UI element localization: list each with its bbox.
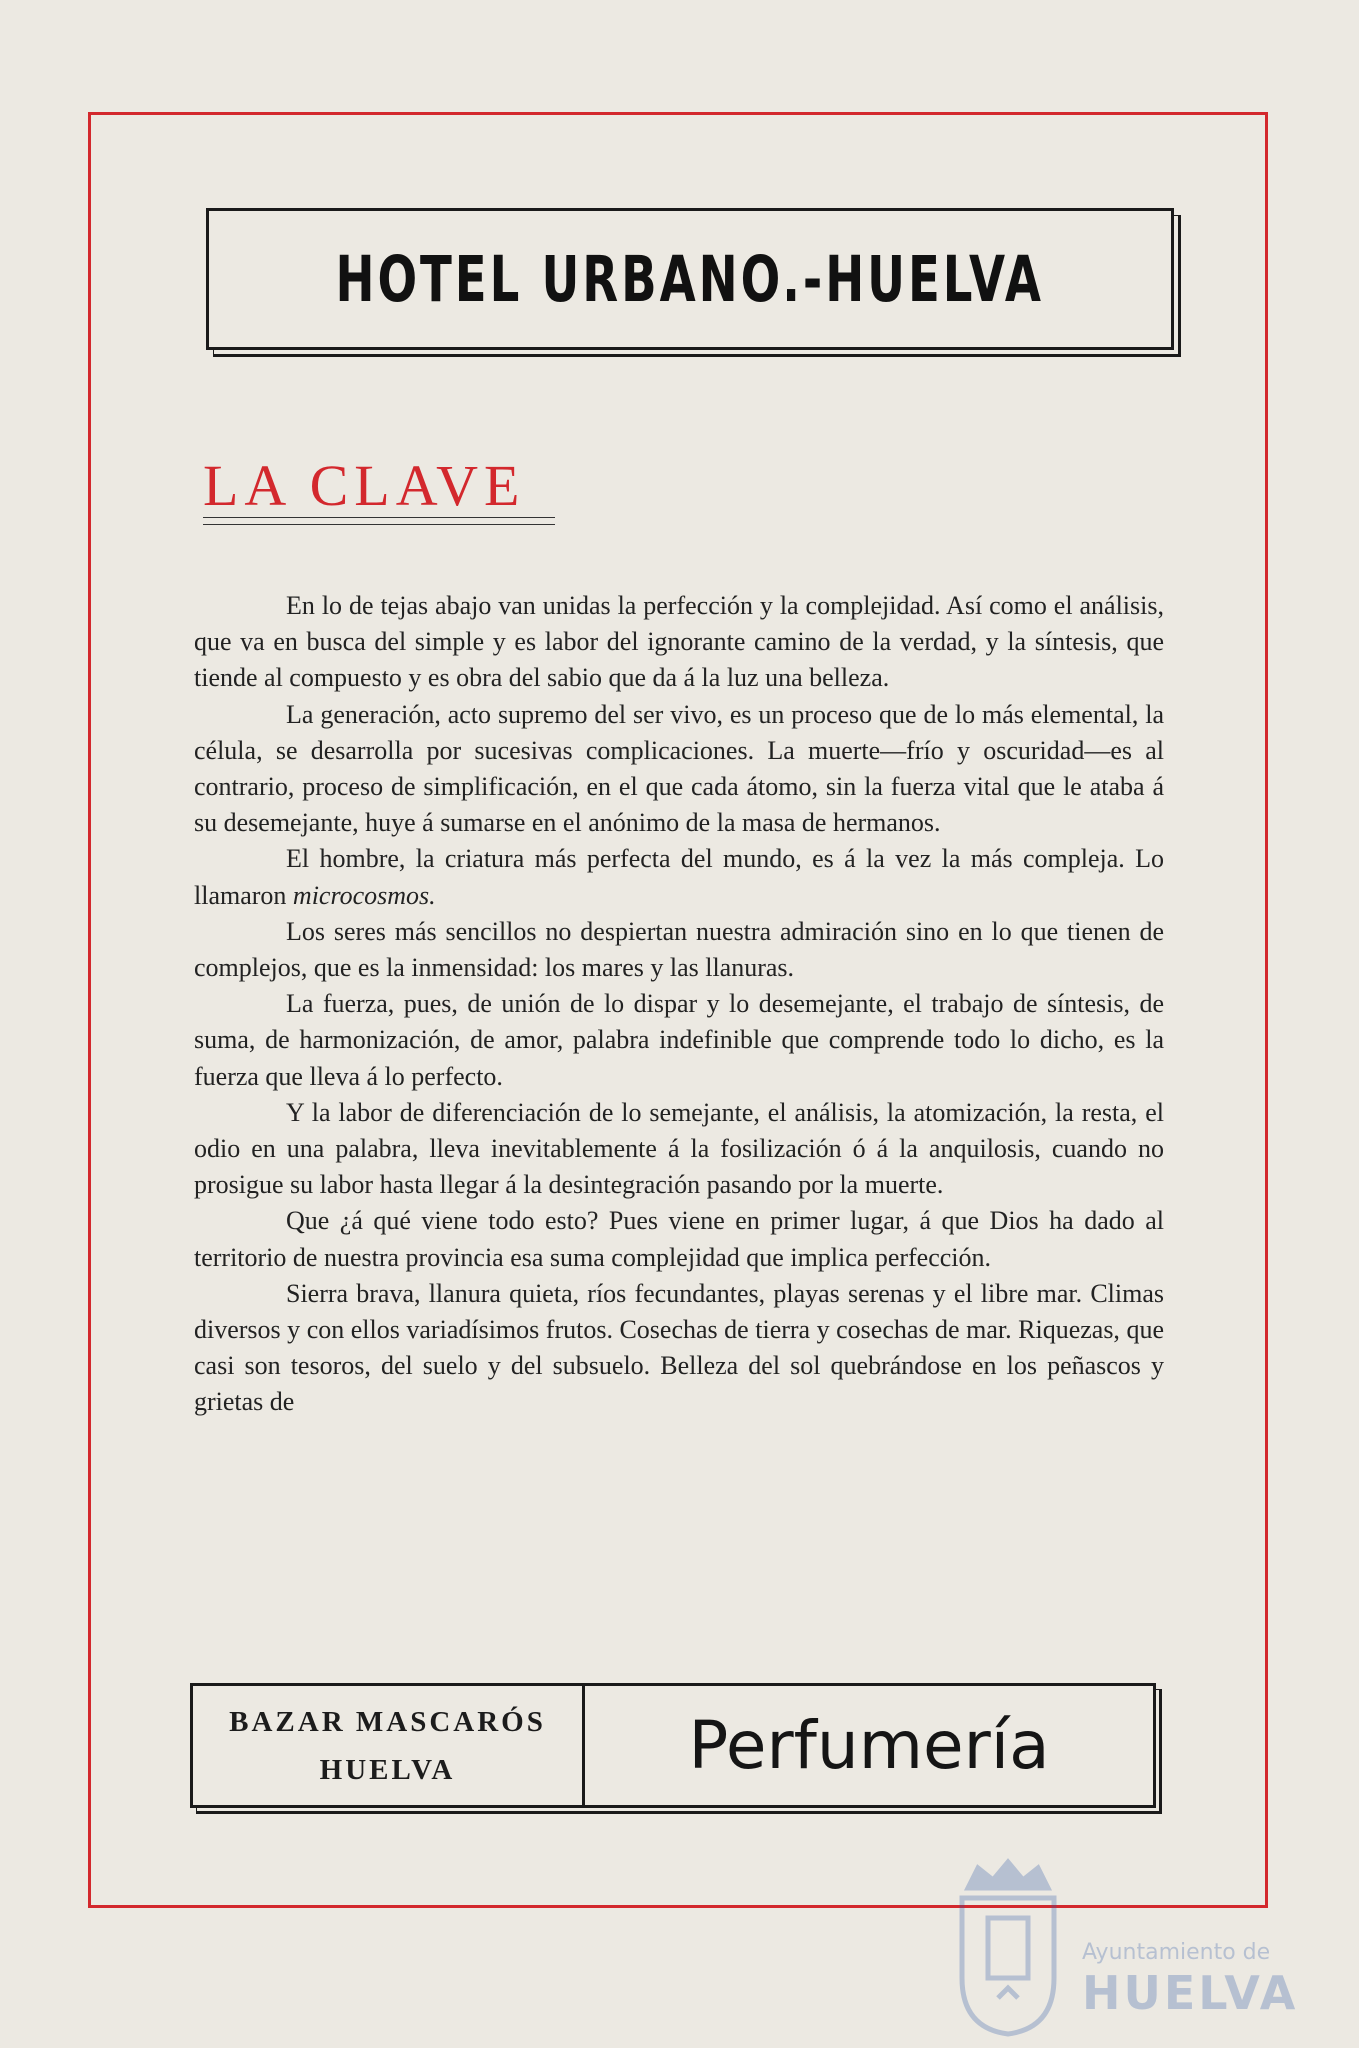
italic-term: microcosmos. <box>292 880 436 910</box>
coat-of-arms-icon <box>948 1848 1068 2038</box>
paragraph: La fuerza, pues, de unión de lo dispar y lo desemejante, el trabajo de síntesis, de suma, de harmonización, de amor, palabra indefinible que comprende todo lo dicho, es la fuerza que lleva á lo perfecto. <box>194 989 1164 1091</box>
perfumeria-text: Perfumería <box>688 1707 1050 1784</box>
article-title: LA CLAVE <box>203 453 526 518</box>
perfumeria-ad <box>585 1686 1153 1805</box>
ayuntamiento-watermark <box>948 1848 1299 2048</box>
paragraph: Que ¿á qué viene todo esto? Pues viene en primer lugar, á que Dios ha dado al territorio de nuestra provincia esa suma complejidad que implica perfección. <box>194 1206 1164 1272</box>
bazar-name: BAZAR MASCARÓS <box>229 1705 546 1738</box>
paragraph <box>194 841 1164 913</box>
paragraph: Y la labor de diferenciación de lo semejante, el análisis, la atomización, la resta, el odio en una palabra, lleva inevitablemente á la fosilización ó á la anquilosis, cuando no prosigue su labor hasta llegar á la desintegración pasando por la muerte. <box>194 1097 1164 1200</box>
paragraph-text: El hombre, la criatura más perfecta del mundo, es á la vez la más compleja. Lo llamaron <box>194 844 1164 910</box>
paragraph: En lo de tejas abajo van unidas la perfección y la complejidad. Así como el análisis, que va en busca del simple y es labor del ignorante camino de la verdad, y la síntesis, que tiende al compuesto y es obra del sabio que da á la luz una belleza. <box>194 591 1164 693</box>
title-underline <box>203 517 555 525</box>
paragraph: La generación, acto supremo del ser vivo, es un proceso que de lo más elemental, la célula, se desarrolla por sucesivas complicaciones. La muerte—frío y oscuridad—es al contrario, proceso de simplificación, en el que cada átomo, sin la fuerza vital que le ataba á su desemejante, huye á sumarse en el anónimo de la masa de hermanos. <box>194 699 1164 838</box>
watermark-line2: HUELVA <box>1082 1966 1299 2020</box>
bazar-city: HUELVA <box>319 1753 456 1786</box>
watermark-line1: Ayuntamiento de <box>1082 1940 1271 1965</box>
paragraph: Sierra brava, llanura quieta, ríos fecundantes, playas serenas y el libre mar. Climas diversos y con ellos variadísimos frutos. Cosechas de tierra y cosechas de mar. Riquezas, que casi son tesoros, del suelo y del subsuelo. Belleza del sol quebrándose en los peñascos y grietas de <box>194 1278 1164 1417</box>
hotel-ad-text: HOTEL URBANO.-HUELVA <box>335 242 1045 316</box>
hotel-urbano-ad <box>206 208 1174 350</box>
footer-ad <box>190 1683 1156 1808</box>
paragraph: Los seres más sencillos no despiertan nuestra admiración sino en lo que tienen de complejos, que es la inmensidad: los mares y las llanuras. <box>194 916 1164 983</box>
article-body <box>194 588 1164 1421</box>
bazar-mascaros-ad <box>193 1686 585 1805</box>
